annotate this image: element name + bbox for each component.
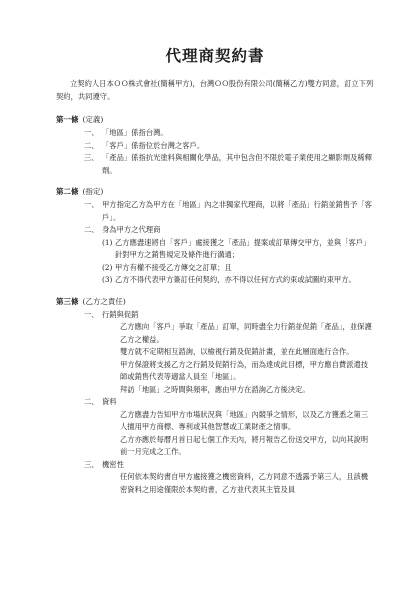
article-3-item-2: [84, 396, 374, 409]
subitem-text: 甲方有權不接受乙方傳交之訂單；且: [115, 262, 232, 272]
article-3-item-2-para-2: 乙方亦應於每曆月首日起七個工作天內，將月報告乙份送交甲方，以向其說明前一月完成之工作。: [120, 434, 369, 456]
article-2-item-2: [84, 224, 374, 237]
item-marker: 二、: [84, 225, 99, 234]
article-3-heading: [56, 296, 374, 307]
article-2-subtitle: (指定): [82, 187, 104, 196]
item-text: 甲方指定乙方為甲方在「地區」內之非獨家代理商，以將「產品」行銷並銷售予「客戶」。: [102, 200, 372, 222]
subitem-marker: (1): [102, 237, 113, 247]
article-3-number: 第三條: [56, 296, 79, 306]
subitem-text: 乙方應盡速將自「客戶」處接獲之「產品」提案或訂單傳交甲方，並與「客戶」針對甲方之銷售規定及條件進行溝通；: [115, 237, 371, 259]
article-3-item-1-para-2: 雙方就不定期相互諮詢，以檢視行銷及促銷計畫，並在此層面進行合作。: [120, 347, 354, 356]
article-3-item-2-para-1: 乙方應盡力告知甲方市場狀況與「地區」內競爭之情形，以及乙方獲悉之第三人擅用甲方商標、專利或其他智慧或工業財產之情事。: [120, 409, 369, 431]
item-marker: 二、: [84, 397, 99, 406]
subitem-text: 乙方不得代表甲方簽訂任何契約，亦不得以任何方式約束或試圖約束甲方。: [115, 275, 356, 284]
article-3-item-1-para-1: 乙方應向「客戶」爭取「產品」訂單，同時盡全力行銷並促銷「產品」，並保護乙方之權益。: [120, 322, 372, 344]
item-text: 行銷與促銷: [102, 309, 139, 319]
item-marker: 一、: [84, 200, 99, 209]
article-3-item-1-para-3: 甲方保證將支援乙方之行銷及促銷行為，而為達成此目標，甲方應自費派遣技師或銷售代表等適當人員至「地區」。: [120, 359, 369, 381]
subitem-marker: (3): [102, 275, 113, 284]
article-3-subtitle: (乙方之責任): [82, 296, 126, 306]
article-2-heading: [56, 186, 374, 197]
item-marker: 三、: [84, 153, 99, 162]
document-title: 代理商契約書: [165, 46, 265, 65]
article-1-item-1: [84, 127, 374, 140]
item-marker: 一、: [84, 128, 99, 137]
article-2-subitem-1: [102, 237, 374, 262]
item-text: 資料: [102, 397, 117, 406]
intro-paragraph: 立契約人日本ＯＯ株式會社(簡稱甲方)，台灣ＯＯ股份有限公司(簡稱乙方)雙方同意，訂立下列契約，共同遵守。: [56, 79, 374, 101]
article-1-item-2: [84, 140, 374, 153]
article-1-heading: [56, 114, 374, 125]
article-2-number: 第二條: [56, 187, 79, 196]
article-1-number: 第一條: [56, 115, 79, 124]
article-2-item-1: [84, 199, 374, 224]
article-1-item-3: [84, 152, 374, 177]
item-marker: 一、: [84, 309, 99, 319]
article-3-item-1: [84, 309, 374, 322]
item-marker: 三、: [84, 459, 99, 469]
article-3-item-1-para-4: 拜訪「地區」之時間與頻率，應由甲方在諮詢乙方後決定。: [120, 384, 310, 394]
article-3-item-3-para-1: 任何依本契約書自甲方處接獲之機密資料，乙方同意不透露予第三人，且該機密資料之用途僅限於本契約書，乙方並代表其主管及員: [120, 472, 369, 494]
item-text: 身為甲方之代理商: [102, 225, 161, 234]
item-marker: 二、: [84, 140, 99, 150]
article-2-subitem-3: [102, 274, 374, 287]
item-text: 「客戶」係指位於台灣之客戶。: [102, 140, 205, 150]
item-text: 「產品」係指抗光塗料與相關化學品，其中包含但不限於電子業使用之顯影劑及稀釋劑。: [102, 153, 372, 175]
subitem-marker: (2): [102, 262, 113, 272]
item-text: 「地區」係指台灣。: [102, 128, 168, 137]
article-3-item-3: [84, 459, 374, 472]
article-2-subitem-2: [102, 262, 374, 275]
article-1-subtitle: (定義): [82, 115, 104, 124]
item-text: 機密性: [102, 459, 124, 469]
